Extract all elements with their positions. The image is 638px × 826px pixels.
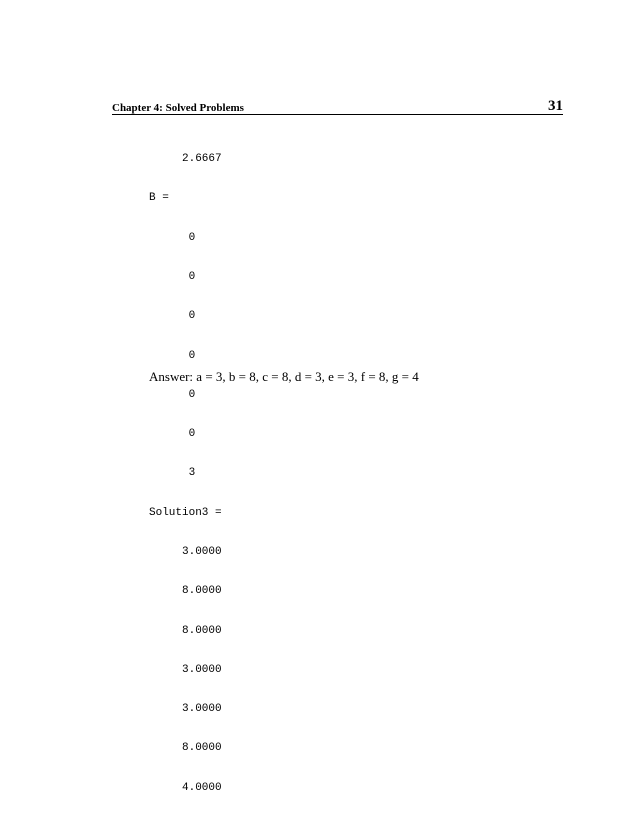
code-line: 0 bbox=[149, 349, 196, 362]
code-line: 3.0000 bbox=[149, 546, 222, 558]
code-line: B = bbox=[149, 192, 169, 205]
code-line: 0 bbox=[149, 231, 196, 244]
code-line: 3 bbox=[149, 467, 196, 480]
code-line: 3.0000 bbox=[149, 663, 222, 676]
code-line: Solution3 = bbox=[149, 506, 222, 519]
code-line: 3.0000 bbox=[149, 703, 222, 716]
code-line: 0 bbox=[149, 428, 196, 441]
code-line: 4.0000 bbox=[149, 781, 222, 794]
page-number: 31 bbox=[548, 98, 563, 114]
answer-text: Answer: a = 3, b = 8, c = 8, d = 3, e = 3, f = 8, g = 4 bbox=[149, 369, 419, 384]
code-line: 8.0000 bbox=[149, 624, 222, 637]
chapter-title: Chapter 4: Solved Problems bbox=[112, 102, 244, 114]
code-line: 8.0000 bbox=[149, 742, 222, 755]
code-line: 2.6667 bbox=[149, 153, 222, 166]
code-output bbox=[149, 127, 222, 808]
code-line: 0 bbox=[149, 310, 196, 323]
code-line: 8.0000 bbox=[149, 585, 222, 598]
code-line: 0 bbox=[149, 388, 196, 401]
code-line: 0 bbox=[149, 271, 196, 284]
page-header bbox=[112, 99, 563, 115]
